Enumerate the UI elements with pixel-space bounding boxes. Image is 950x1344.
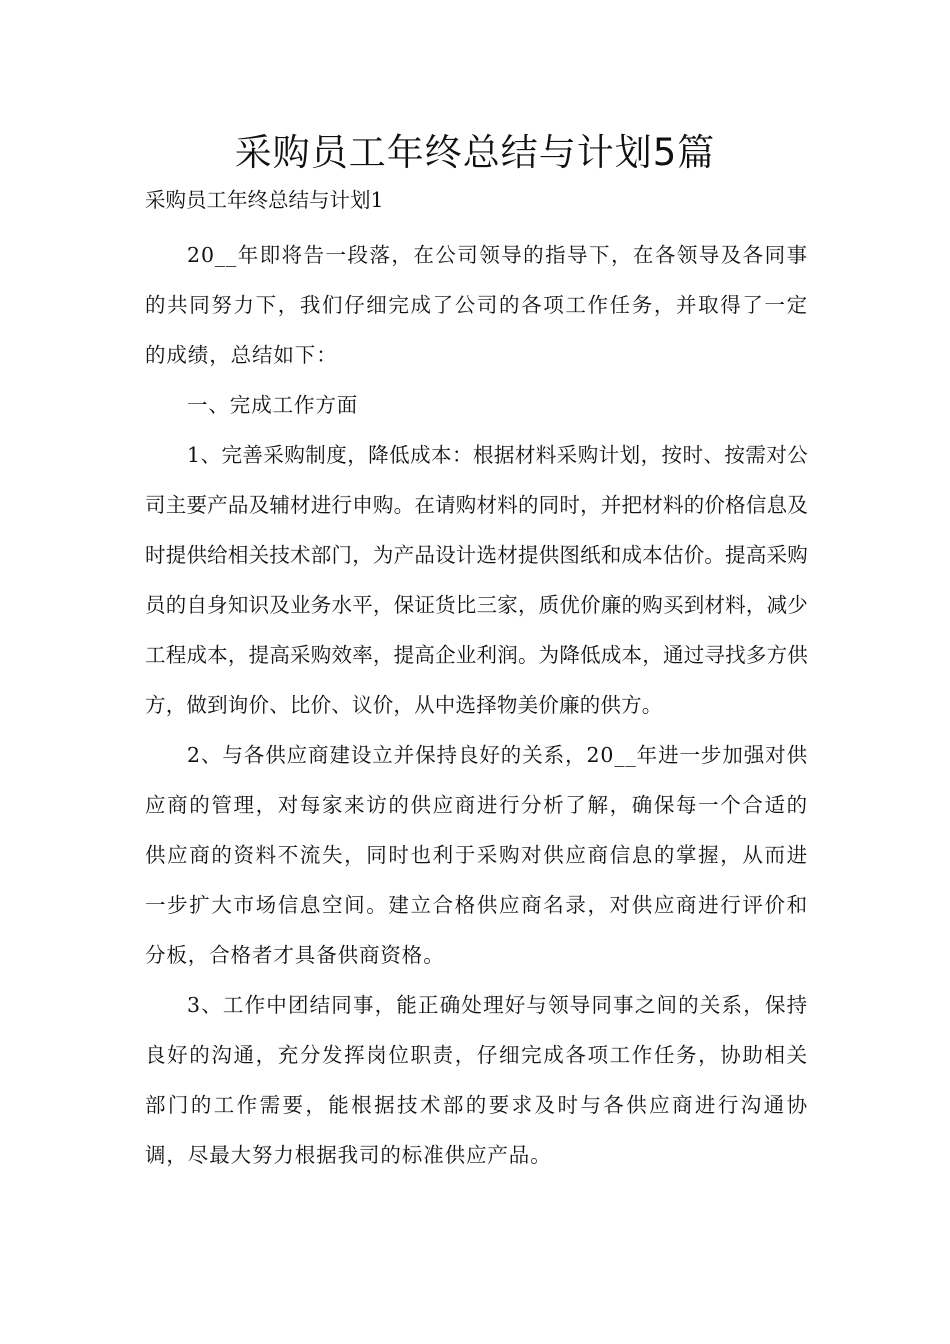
paragraph-intro: 20__年即将告一段落，在公司领导的指导下，在各领导及各同事的共同努力下，我们仔细完成了公司的各项工作任务，并取得了一定的成绩，总结如下： bbox=[145, 243, 808, 367]
paragraph-item-2: 2、与各供应商建设立并保持良好的关系，20__年进一步加强对供应商的管理，对每家来访的供应商进行分析了解，确保每一个合适的供应商的资料不流失，同时也利于采购对供应商信息的掌握，从而进一步扩大市场信息空间。建立合格供应商名录，对供应商进行评价和分板，合格者才具备供商资格。 bbox=[145, 743, 808, 967]
paragraph-heading-work: 一、完成工作方面 bbox=[187, 393, 359, 417]
document-body bbox=[145, 230, 808, 1180]
paragraph-item-1: 1、完善采购制度，降低成本：根据材料采购计划，按时、按需对公司主要产品及辅材进行申购。在请购材料的同时，并把材料的价格信息及时提供给相关技术部门，为产品设计选材提供图纸和成本估价。提高采购员的自身知识及业务水平，保证货比三家，质优价廉的购买到材料，减少工程成本，提高采购效率，提高企业利润。为降低成本，通过寻找多方供方，做到询价、比价、议价，从中选择物美价廉的供方。 bbox=[145, 443, 808, 717]
section-subtitle: 采购员工年终总结与计划1 bbox=[145, 188, 384, 212]
paragraph-item-3: 3、工作中团结同事，能正确处理好与领导同事之间的关系，保持良好的沟通，充分发挥岗位职责，仔细完成各项工作任务，协助相关部门的工作需要，能根据技术部的要求及时与各供应商进行沟通协调，尽最大努力根据我司的标准供应产品。 bbox=[145, 993, 808, 1167]
document-title: 采购员工年终总结与计划5篇 bbox=[234, 131, 716, 174]
